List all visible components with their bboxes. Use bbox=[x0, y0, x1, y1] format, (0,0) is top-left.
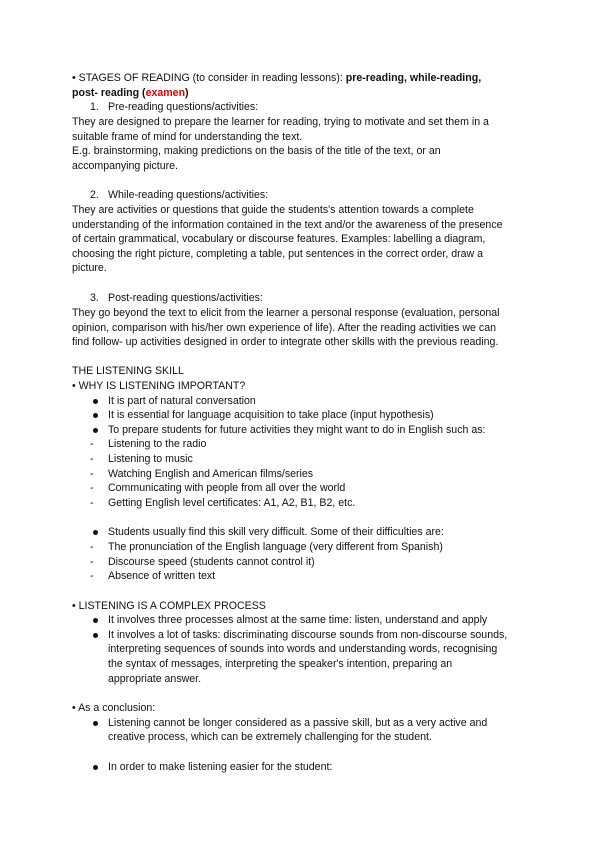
examen-highlight: examen bbox=[145, 87, 186, 99]
post-title: Post-reading questions/activities: bbox=[108, 292, 263, 304]
stages-heading-text: • STAGES OF READING (to consider in reading lessons): bbox=[72, 72, 346, 84]
dash-marker: - bbox=[90, 541, 94, 553]
while-line: of certain grammatical, vocabulary or discourse features. Examples: labelling a diagram, bbox=[72, 233, 486, 245]
pre-number: 1. bbox=[90, 101, 99, 113]
difficult-dash-item: Absence of written text bbox=[108, 570, 216, 582]
dash-marker: - bbox=[90, 482, 94, 494]
difficult-dash-item: The pronunciation of the English language (very different from Spanish) bbox=[108, 541, 443, 553]
pre-line: suitable frame of mind for understanding the text. bbox=[72, 131, 303, 143]
why-dash-item: Getting English level certificates: A1, A2, B1, B2, etc. bbox=[108, 497, 356, 509]
dash-marker: - bbox=[90, 556, 94, 568]
dash-marker: - bbox=[90, 438, 94, 450]
while-line: picture. bbox=[72, 262, 107, 274]
dash-marker: - bbox=[90, 468, 94, 480]
conclusion-bullet: In order to make listening easier for the student: bbox=[108, 761, 333, 773]
bullet-dot bbox=[93, 530, 98, 535]
complex-bullet-line: the syntax of messages, interpreting the speaker's intention, preparing an bbox=[108, 658, 453, 670]
pre-line: They are designed to prepare the learner for reading, trying to motivate and set them in a bbox=[72, 116, 489, 128]
listening-title: THE LISTENING SKILL bbox=[72, 365, 184, 377]
why-bullet: It is essential for language acquisition to take place (input hypothesis) bbox=[108, 409, 434, 421]
bullet-dot bbox=[93, 428, 98, 433]
pre-line: E.g. brainstorming, making predictions on the basis of the title of the text, or an bbox=[72, 145, 441, 157]
complex-bullet-line: interpreting sequences of sounds into words and understanding words, recognising bbox=[108, 643, 498, 655]
while-number: 2. bbox=[90, 189, 99, 201]
dash-marker: - bbox=[90, 453, 94, 465]
complex-heading: • LISTENING IS A COMPLEX PROCESS bbox=[72, 600, 266, 612]
while-line: choosing the right picture, completing a table, put sentences in the correct order, draw a bbox=[72, 248, 484, 260]
pre-line: accompanying picture. bbox=[72, 160, 178, 172]
bullet-dot bbox=[93, 765, 98, 770]
bullet-dot bbox=[93, 413, 98, 418]
difficult-bullet: Students usually find this skill very difficult. Some of their difficulties are: bbox=[108, 526, 444, 538]
stages-bold-text: pre-reading, while-reading, bbox=[345, 72, 482, 84]
bullet-dot bbox=[93, 721, 98, 726]
while-line: understanding of the information contained in the text and/or the awareness of the presence bbox=[72, 219, 503, 231]
while-line: They are activities or questions that guide the students's attention towards a complete bbox=[72, 204, 474, 216]
stages-post-reading: post- reading ( bbox=[72, 87, 146, 99]
bullet-dot bbox=[93, 399, 98, 404]
post-line: They go beyond the text to elicit from the learner a personal response (evaluation, personal bbox=[72, 307, 500, 319]
conclusion-heading: • As a conclusion: bbox=[72, 702, 156, 714]
stages-close-paren: ) bbox=[185, 87, 189, 99]
why-bullet: To prepare students for future activities they might want to do in English such as: bbox=[108, 424, 486, 436]
post-line: opinion, comparison with his/her own experience of life). After the reading activities we can bbox=[72, 322, 496, 334]
post-number: 3. bbox=[90, 292, 99, 304]
conclusion-bullet-line: creative process, which can be extremely challenging for the student. bbox=[108, 731, 432, 743]
why-dash-item: Listening to music bbox=[108, 453, 193, 465]
post-line: find follow- up activities designed in order to integrate other skills with the previous reading. bbox=[72, 336, 499, 348]
why-dash-item: Watching English and American films/series bbox=[108, 468, 314, 480]
bullet-dot bbox=[93, 618, 98, 623]
stages-heading bbox=[72, 72, 481, 85]
dash-marker: - bbox=[90, 497, 94, 509]
why-dash-item: Listening to the radio bbox=[108, 438, 207, 450]
complex-bullet-line: It involves a lot of tasks: discriminating discourse sounds from non-discourse sounds, bbox=[108, 629, 508, 641]
stages-heading-line2 bbox=[72, 87, 189, 100]
complex-bullet-line: appropriate answer. bbox=[108, 673, 202, 685]
bullet-dot bbox=[93, 633, 98, 638]
dash-marker: - bbox=[90, 570, 94, 582]
conclusion-bullet-line: Listening cannot be longer considered as a passive skill, but as a very active and bbox=[108, 717, 488, 729]
while-title: While-reading questions/activities: bbox=[108, 189, 269, 201]
pre-title: Pre-reading questions/activities: bbox=[108, 101, 259, 113]
why-heading: • WHY IS LISTENING IMPORTANT? bbox=[72, 380, 246, 392]
difficult-dash-item: Discourse speed (students cannot control it) bbox=[108, 556, 315, 568]
why-bullet: It is part of natural conversation bbox=[108, 395, 256, 407]
why-dash-item: Communicating with people from all over the world bbox=[108, 482, 346, 494]
complex-bullet: It involves three processes almost at the same time: listen, understand and apply bbox=[108, 614, 488, 626]
